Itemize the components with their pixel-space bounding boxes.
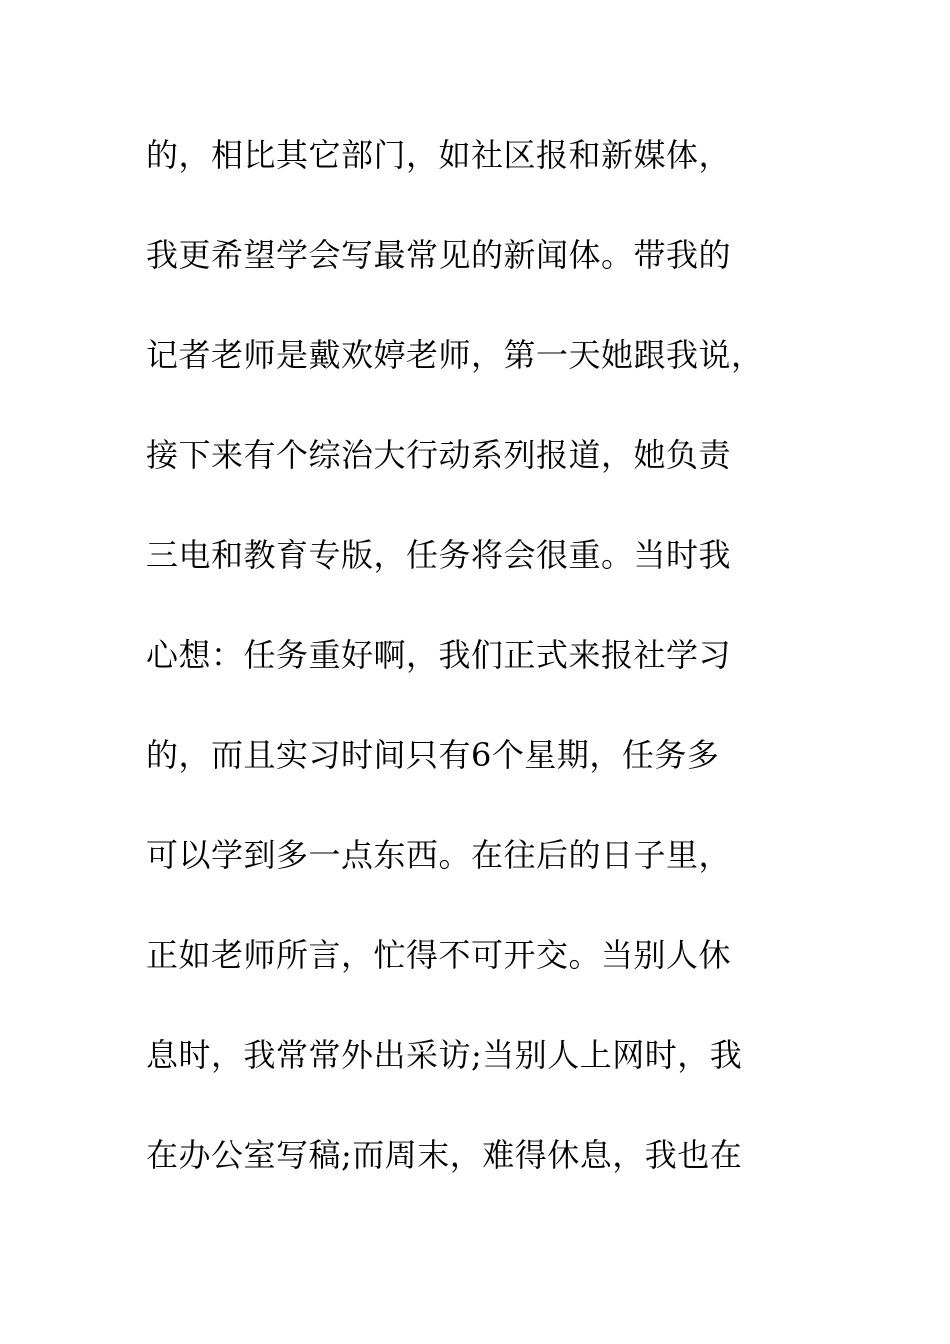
text-line: 可以学到多一点东西。在往后的日子里， xyxy=(146,836,732,874)
text-line: 心想：任务重好啊，我们正式来报社学习 xyxy=(146,636,732,674)
text-line: 正如老师所言，忙得不可开交。当别人休 xyxy=(146,936,732,974)
text-line: 接下来有个综治大行动系列报道，她负责 xyxy=(146,436,732,474)
text-line: 在办公室写稿;而周末，难得休息，我也在 xyxy=(146,1136,743,1174)
body-text xyxy=(146,130,806,1230)
text-line: 我更希望学会写最常见的新闻体。带我的 xyxy=(146,236,732,274)
text-line: 的，相比其它部门，如社区报和新媒体， xyxy=(146,136,732,174)
text-line: 的，而且实习时间只有6个星期，任务多 xyxy=(146,736,720,774)
text-line: 三电和教育专版，任务将会很重。当时我 xyxy=(146,536,732,574)
text-line: 记者老师是戴欢婷老师，第一天她跟我说， xyxy=(146,336,764,374)
text-line: 息时，我常常外出采访;当别人上网时，我 xyxy=(146,1036,743,1074)
